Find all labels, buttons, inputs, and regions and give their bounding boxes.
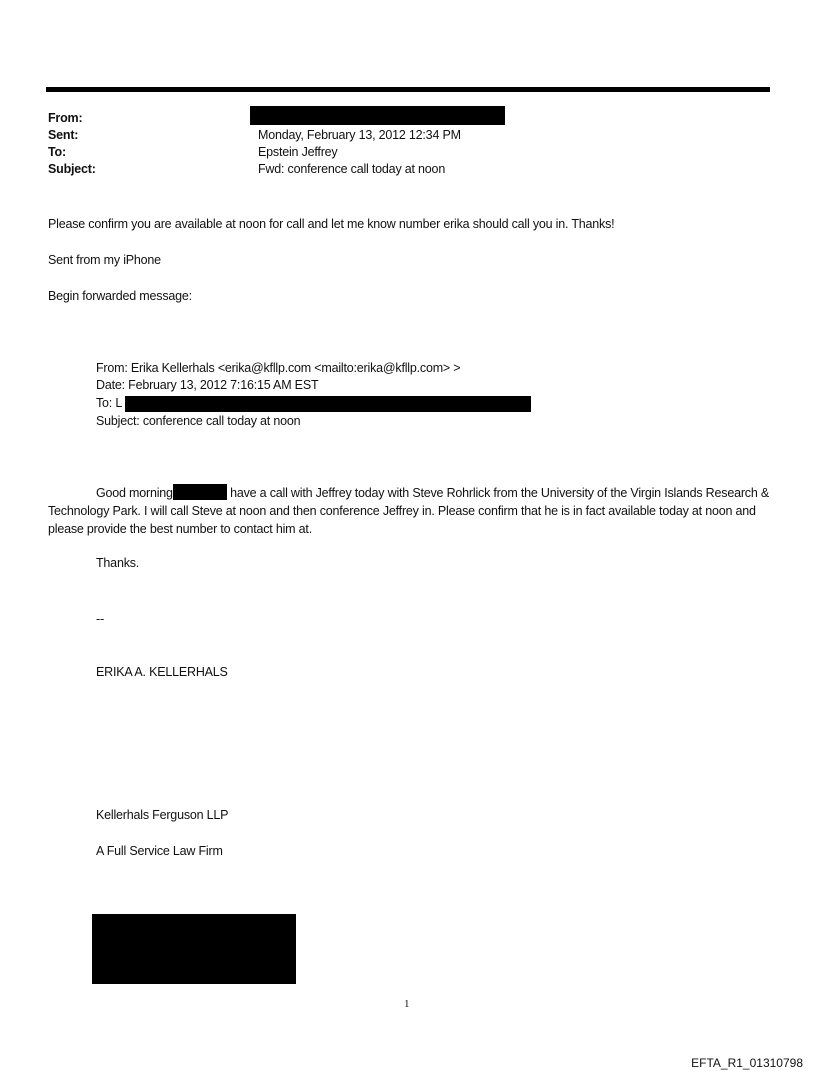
- sig-dashes: --: [96, 612, 104, 626]
- greeting: Good morning: [96, 486, 173, 500]
- to-label: To:: [48, 145, 66, 159]
- body-line-2: Sent from my iPhone: [48, 253, 161, 267]
- redaction-from: [250, 106, 505, 125]
- to-value: Epstein Jeffrey: [258, 145, 338, 159]
- page-number: 1: [404, 998, 410, 1010]
- paragraph-rest: have a call with Jeffrey today with Steve Rohrlick from the University of the Virgin Islands Research & Technology Park. I will call Steve at noon and then conference Jeffrey in. Please confirm that he is in fact available today at noon and please provide the best number to contact him at.: [48, 486, 769, 536]
- subject-value: Fwd: conference call today at noon: [258, 162, 446, 176]
- fwd-to: To: L: [96, 396, 123, 410]
- sent-value: Monday, February 13, 2012 12:34 PM: [258, 128, 461, 142]
- subject-label: Subject:: [48, 162, 96, 176]
- redaction-logo: [92, 914, 296, 984]
- body-line-1: Please confirm you are available at noon for call and let me know number erika should call you in. Thanks!: [48, 217, 615, 231]
- sig-tagline: A Full Service Law Firm: [96, 844, 223, 858]
- doc-id: EFTA_R1_01310798: [691, 1056, 803, 1070]
- body-line-3: Begin forwarded message:: [48, 289, 192, 303]
- redaction-to: [125, 396, 531, 412]
- sig-name: ERIKA A. KELLERHALS: [96, 665, 228, 679]
- fwd-paragraph: [48, 484, 773, 538]
- redaction-name: [173, 484, 227, 500]
- sig-firm: Kellerhals Ferguson LLP: [96, 808, 229, 822]
- fwd-from: From: Erika Kellerhals <erika@kfllp.com <mailto:erika@kfllp.com> >: [96, 361, 461, 375]
- fwd-date: Date: February 13, 2012 7:16:15 AM EST: [96, 378, 319, 392]
- from-label: From:: [48, 111, 83, 125]
- sent-label: Sent:: [48, 128, 79, 142]
- thanks: Thanks.: [96, 556, 140, 570]
- header-rule: [46, 87, 770, 92]
- fwd-subject: Subject: conference call today at noon: [96, 414, 301, 428]
